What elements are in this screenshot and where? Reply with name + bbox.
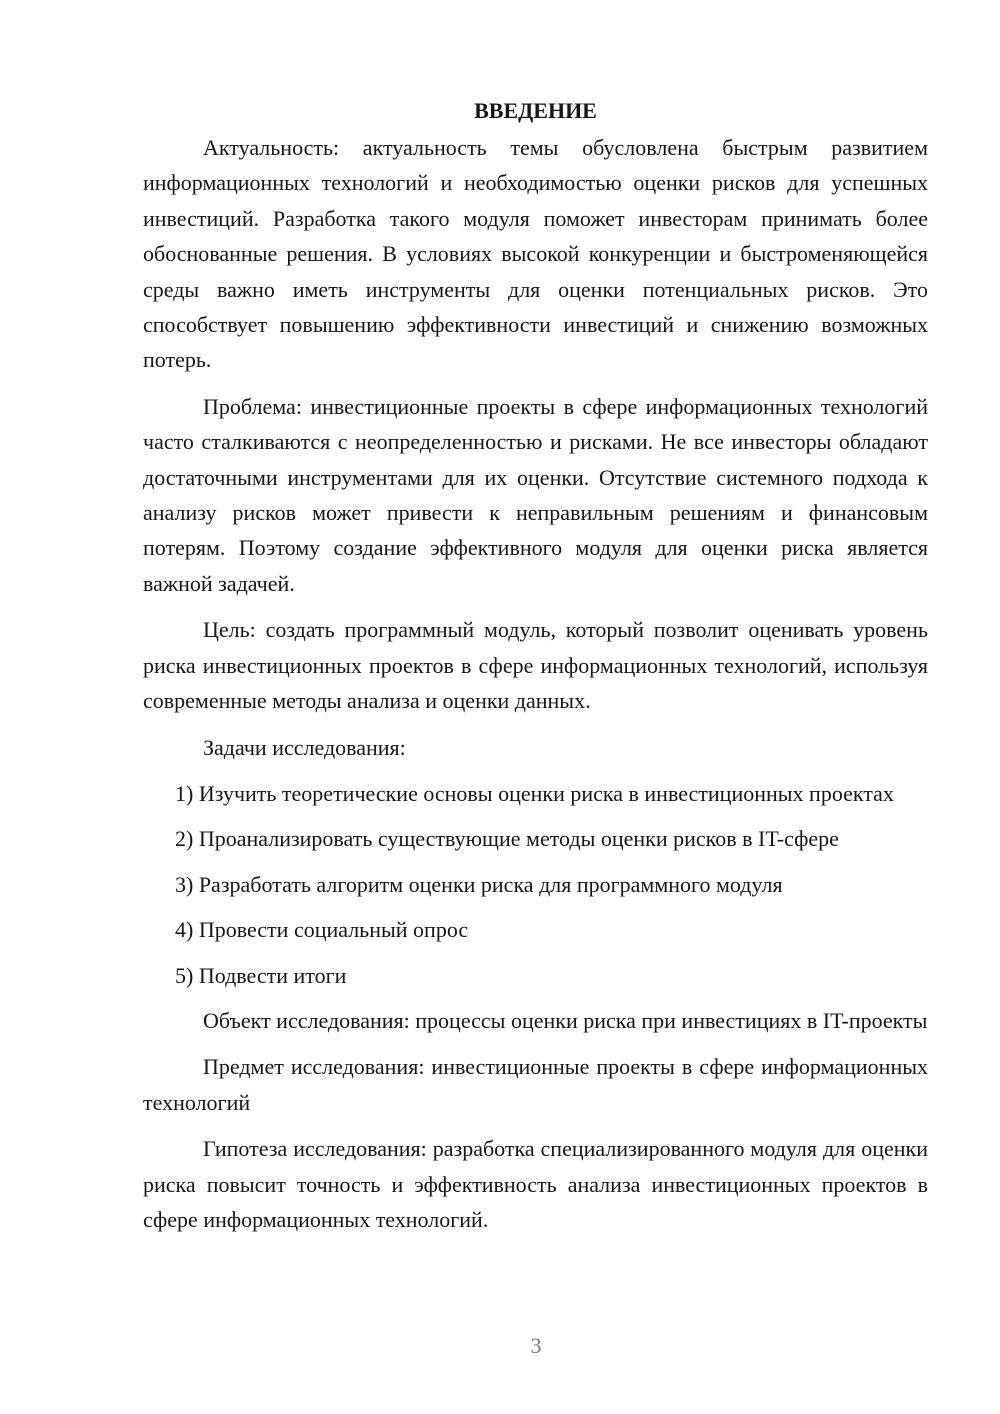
- paragraph-subject: Предмет исследования: инвестиционные проекты в сфере информационных технологий: [143, 1054, 928, 1115]
- list-item: 4) Провести социальный опрос: [175, 917, 469, 943]
- list-item: 1) Изучить теоретические основы оценки риска в инвестиционных проектах: [175, 780, 894, 806]
- paragraph-object: Объект исследования: процессы оценки риска при инвестициях в IT-проекты: [203, 1007, 928, 1033]
- paragraph-problem: Проблема: инвестиционные проекты в сфере информационных технологий часто сталкиваются с неопределенностью и рисками. Не все инвесторы обладают достаточными инструментами для их оценки. Отсутствие системного подхода к анализу рисков может привести к неправильным решениям и финансовым потерям. Поэтому создание эффективного модуля для оценки риска является важной задачей.: [143, 393, 928, 596]
- paragraph-goal: Цель: создать программный модуль, который позволит оценивать уровень риска инвестиционных проектов в сфере информационных технологий, используя современные методы анализа и оценки данных.: [143, 617, 928, 714]
- list-item: 3) Разработать алгоритм оценки риска для программного модуля: [175, 871, 783, 897]
- list-item: 5) Подвести итоги: [175, 962, 347, 988]
- document-page: [143, 92, 928, 1248]
- paragraph-relevance: Актуальность: актуальность темы обусловлена быстрым развитием информационных технологий и необходимостью оценки рисков для успешных инвестиций. Разработка такого модуля поможет инвесторам принимать более обоснованные решения. В условиях высокой конкуренции и быстроменяющейся среды важно иметь инструменты для оценки потенциальных рисков. Это способствует повышению эффективности инвестиций и снижению возможных потерь.: [143, 135, 928, 373]
- tasks-list: [143, 776, 928, 993]
- tasks-heading: Задачи исследования:: [203, 734, 406, 760]
- section-heading: ВВЕДЕНИЕ: [474, 98, 597, 123]
- page-number: 3: [530, 1333, 542, 1358]
- list-item: 2) Проанализировать существующие методы оценки рисков в IT-сфере: [175, 826, 839, 852]
- paragraph-hypothesis: Гипотеза исследования: разработка специализированного модуля для оценки риска повысит точность и эффективность анализа инвестиционных проектов в сфере информационных технологий.: [143, 1136, 928, 1232]
